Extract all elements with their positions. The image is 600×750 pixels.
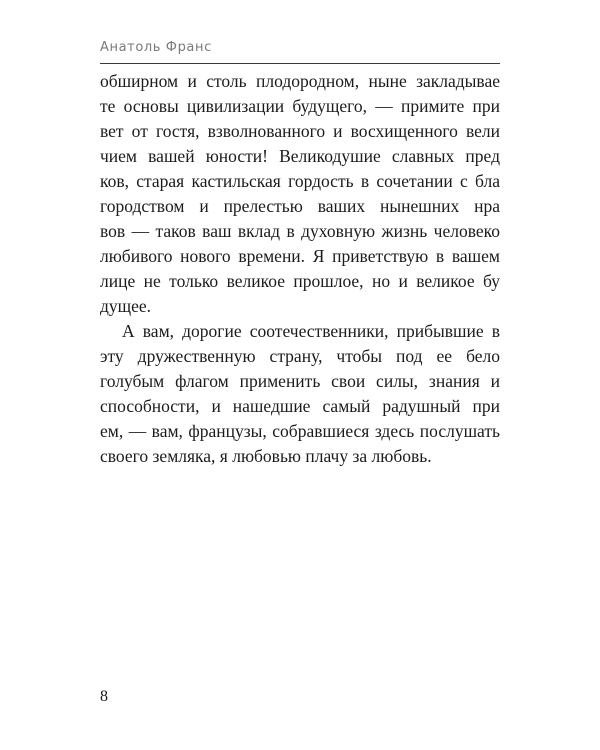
text-line: дущее.: [100, 296, 152, 316]
text-line: те основы цивилизации будущего, — примите при: [100, 96, 500, 116]
text-line: чием вашей юности! Великодушие славных пред: [100, 146, 500, 166]
text-line: голубым флагом применить свои силы, знания и: [100, 371, 500, 391]
text-line: эту дружественную страну, чтобы под ее бело: [100, 346, 500, 366]
text-line: любивого нового времени. Я приветствую в вашем: [100, 246, 500, 266]
text-line: обширном и столь плодородном, ныне закладываe: [100, 71, 500, 91]
text-line: своего земляка, я любовью плачу за любовь.: [100, 446, 432, 466]
text-line: способности, и нашедшие самый радушный при: [100, 396, 500, 416]
header-rule: [100, 63, 500, 64]
text-line: А вам, дорогие соотечественники, прибывшие в: [122, 321, 500, 341]
running-head-title: Анатоль Франс: [100, 40, 212, 55]
text-line: лице не только великое прошлое, но и великое бу: [100, 271, 500, 291]
body-text: [100, 69, 500, 469]
text-line: ем, — вам, французы, собравшиеся здесь послушать: [100, 421, 500, 441]
text-line: ков, старая кастильская гордость в сочетании с бла: [100, 171, 500, 191]
page-number: 8: [100, 688, 108, 705]
text-line: городством и прелестью ваших нынешних нра: [100, 196, 500, 216]
text-line: вет от гостя, взволнованного и восхищенного вели: [100, 121, 500, 141]
text-line: вов — таков ваш вклад в духовную жизнь человеко: [100, 221, 500, 241]
